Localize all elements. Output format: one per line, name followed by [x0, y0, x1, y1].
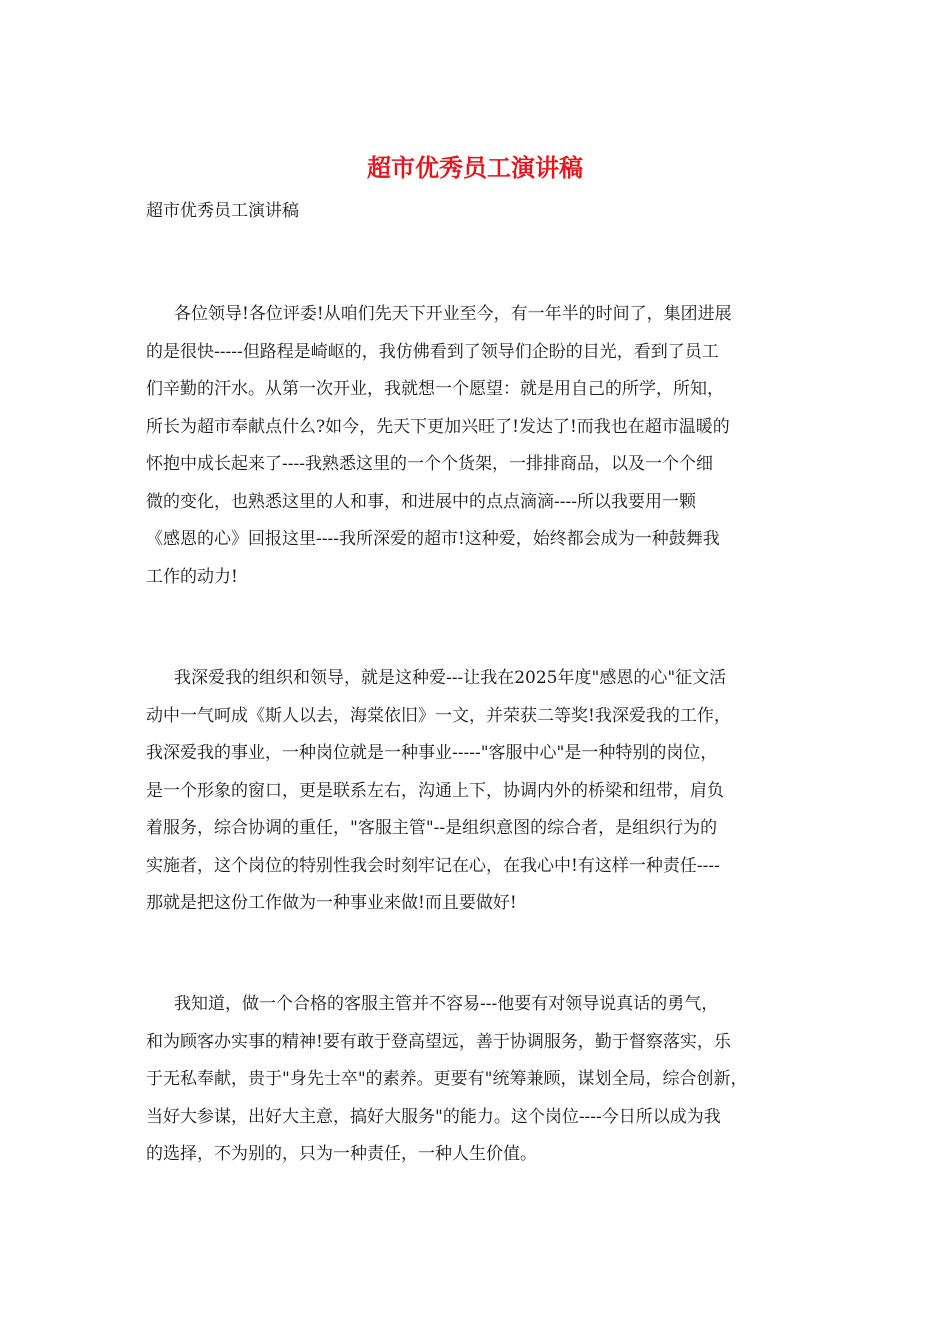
paragraph-3	[146, 986, 826, 1174]
paragraph-line: 所长为超市奉献点什么?如今，先天下更加兴旺了!发达了!而我也在超市温暖的	[146, 416, 730, 437]
paragraph-line: 那就是把这份工作做为一种事业来做!而且要做好!	[146, 893, 517, 913]
paragraph-line: 怀抱中成长起来了----我熟悉这里的一个个货架，一排排商品，以及一个个细	[146, 454, 713, 474]
paragraph-line: 我深爱我的事业，一种岗位就是一种事业-----"客服中心"是一种特别的岗位，	[146, 743, 718, 763]
paragraph-2	[146, 660, 826, 923]
document-subtitle: 超市优秀员工演讲稿	[146, 201, 299, 221]
paragraph-line: 当好大参谋，出好大主意，搞好大服务"的能力。这个岗位----今日所以成为我	[146, 1106, 721, 1127]
document-title: 超市优秀员工演讲稿	[367, 153, 583, 182]
paragraph-line: 实施者，这个岗位的特别性我会时刻牢记在心，在我心中!有这样一种责任----	[146, 855, 720, 876]
paragraph-1	[146, 296, 826, 596]
paragraph-line: 微的变化，也熟悉这里的人和事，和进展中的点点滴滴----所以我要用一颗	[146, 491, 696, 512]
paragraph-line: 们辛勤的汗水。从第一次开业，我就想一个愿望：就是用自己的所学，所知，	[146, 379, 724, 399]
paragraph-line: 的选择，不为别的，只为一种责任，一种人生价值。	[146, 1144, 537, 1164]
paragraph-line: 工作的动力!	[146, 566, 238, 587]
paragraph-line: 和为顾客办实事的精神!要有敢于登高望远，善于协调服务，勤于督察落实，乐	[146, 1031, 731, 1052]
paragraph-line: 是一个形象的窗口，更是联系左右，沟通上下，协调内外的桥梁和纽带，肩负	[146, 780, 724, 801]
paragraph-line: 于无私奉献，贵于"身先士卒"的素养。更要有"统筹兼顾，谋划全局，综合创新，	[146, 1069, 748, 1089]
paragraph-line: 各位领导!各位评委!从咱们先天下开业至今，有一年半的时间了，集团进展	[174, 304, 732, 324]
paragraph-line: 着服务，综合协调的重任，"客服主管"--是组织意图的综合者，是组织行为的	[146, 818, 718, 838]
paragraph-line: 《感恩的心》回报这里----我所深爱的超市!这种爱，始终都会成为一种鼓舞我	[146, 529, 720, 549]
paragraph-line: 我深爱我的组织和领导，就是这种爱---让我在2025年度"感恩的心"征文活	[174, 668, 727, 688]
paragraph-line: 我知道，做一个合格的客服主管并不容易---他要有对领导说真话的勇气，	[174, 994, 719, 1014]
paragraph-line: 的是很快-----但路程是崎岖的，我仿佛看到了领导们企盼的目光，看到了员工	[146, 341, 719, 362]
paragraph-line: 动中一气呵成《斯人以去，海棠依旧》一文，并荣获二等奖!我深爱我的工作，	[146, 705, 731, 726]
